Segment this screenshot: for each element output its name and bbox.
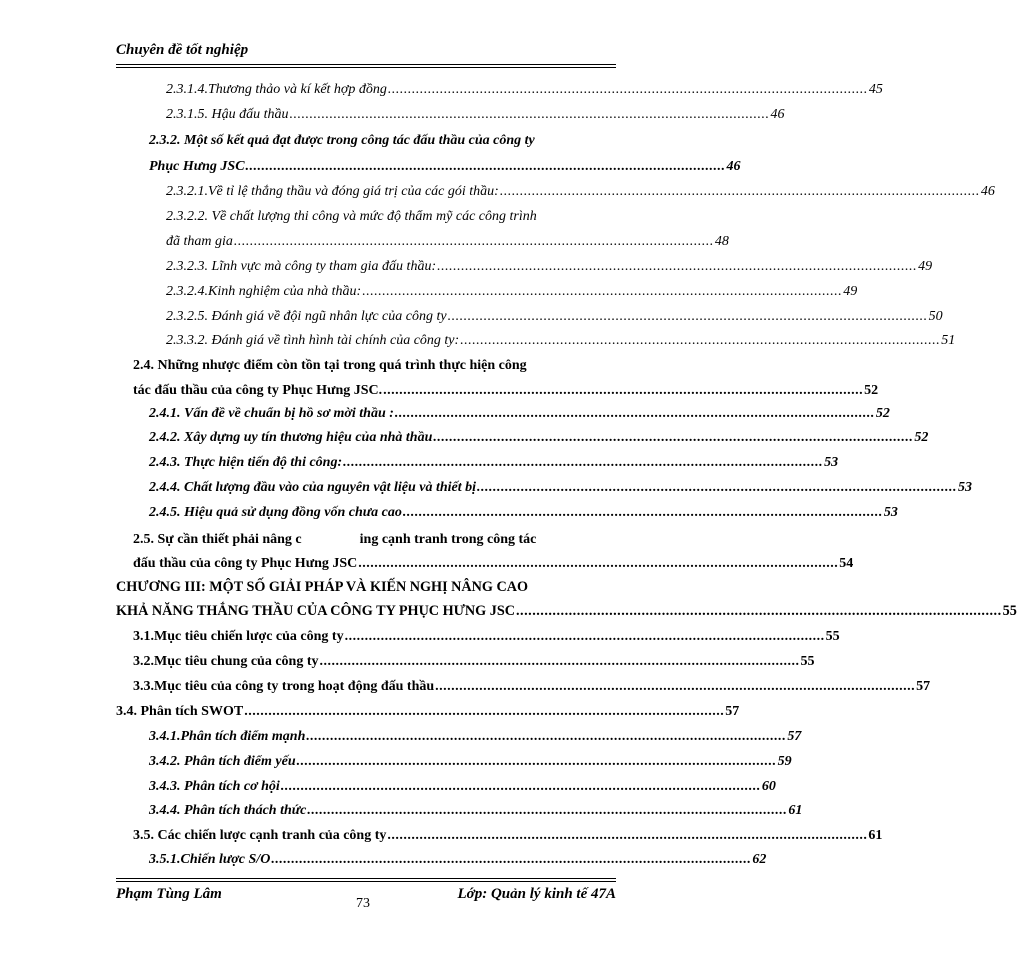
toc-page-number: 53 — [824, 455, 839, 470]
toc-entry[interactable]: 2.4.4. Chất lượng đầu vào của nguyên vật liệu và thiết bị ........................................................................................................................ 53 — [149, 478, 616, 498]
toc-entry[interactable]: 2.4.3. Thực hiện tiến độ thi công: ........................................................................................................................ 53 — [149, 453, 616, 473]
toc-page-number: 45 — [868, 82, 883, 97]
dot-leader: ........................................................................................................................ — [296, 754, 777, 769]
dot-leader: ........................................................................................................................ — [394, 406, 875, 421]
toc-page-number: 60 — [761, 779, 776, 794]
dot-leader: ........................................................................................................................ — [289, 107, 770, 122]
toc-chapter-heading[interactable]: CHƯƠNG III: MỘT SỐ GIẢI PHÁP VÀ KIẾN NGHỊ NÂNG CAO — [116, 579, 528, 595]
toc-entry[interactable]: đã tham gia ........................................................................................................................ 48 — [166, 232, 616, 252]
toc-entry[interactable]: 2.3.1.5. Hậu đấu thầu ........................................................................................................................ 46 — [166, 105, 616, 125]
dot-leader: ........................................................................................................................ — [244, 704, 725, 719]
toc-page-number: 48 — [714, 234, 729, 249]
footer-rule — [116, 881, 616, 882]
dot-leader: ........................................................................................................................ — [245, 159, 726, 174]
toc-entry[interactable]: 3.4. Phân tích SWOT ........................................................................................................................ 57 — [116, 702, 616, 722]
dot-leader: ........................................................................................................................ — [233, 234, 714, 249]
toc-entry[interactable]: 3.4.3. Phân tích cơ hội ........................................................................................................................ 60 — [149, 777, 616, 797]
toc-entry[interactable]: 2.4.5. Hiệu quả sử dụng đồng vốn chưa cao ........................................................................................................................ 53 — [149, 503, 616, 523]
toc-page-number: 46 — [770, 107, 785, 122]
dot-leader: ........................................................................................................................ — [435, 679, 916, 694]
toc-entry[interactable]: 2.5. Sự cần thiết phải nâng c ing cạnh tranh trong công tác — [133, 532, 537, 547]
toc-page-number: 52 — [864, 383, 879, 398]
toc-entry[interactable]: 2.3.3.2. Đánh giá về tình hình tài chính của công ty: ........................................................................................................................ 51 — [166, 331, 616, 351]
dot-leader: ........................................................................................................................ — [447, 309, 928, 324]
toc-entry[interactable]: 3.3.Mục tiêu của công ty trong hoạt động đấu thầu ........................................................................................................................ 57 — [133, 677, 616, 697]
toc-entry[interactable]: 2.3.2.4.Kinh nghiệm của nhà thầu: ........................................................................................................................ 49 — [166, 282, 616, 302]
toc-entry[interactable]: 2.3.2.5. Đánh giá về đội ngũ nhân lực của công ty ........................................................................................................................ 50 — [166, 307, 616, 327]
toc-chapter-heading[interactable]: KHẢ NĂNG THẮNG THẦU CỦA CÔNG TY PHỤC HƯNG JSC ........................................................................................................................ 55 — [116, 603, 1017, 619]
toc-page-number: 46 — [980, 184, 995, 199]
dot-leader: ........................................................................................................................ — [344, 629, 825, 644]
dot-leader: ........................................................................................................................ — [280, 779, 761, 794]
dot-leader: ........................................................................................................................ — [402, 505, 883, 520]
header-rule — [116, 67, 616, 68]
toc-page-number: 59 — [777, 754, 792, 769]
toc-entry[interactable]: tác đấu thầu của công ty Phục Hưng JSC. ........................................................................................................................ 52 — [133, 381, 616, 401]
toc-page-number: 57 — [725, 704, 740, 719]
footer-author: Phạm Tùng Lâm — [116, 886, 222, 902]
toc-entry[interactable]: 2.3.1.4.Thương thảo và kí kết hợp đồng ........................................................................................................................ 45 — [166, 80, 616, 100]
dot-leader: ........................................................................................................................ — [460, 333, 941, 348]
toc-entry[interactable]: 2.4. Những nhược điểm còn tồn tại trong quá trình thực hiện công — [133, 358, 527, 373]
toc-page-number: 53 — [883, 505, 898, 520]
toc-entry[interactable]: 3.1.Mục tiêu chiến lược của công ty ........................................................................................................................ 55 — [133, 627, 616, 647]
dot-leader: ........................................................................................................................ — [307, 803, 788, 818]
dot-leader: ........................................................................................................................ — [383, 383, 864, 398]
toc-entry[interactable]: 3.4.2. Phân tích điểm yếu ........................................................................................................................ 59 — [149, 752, 616, 772]
toc-page-number: 61 — [788, 803, 803, 818]
toc-page-number: 55 — [1002, 603, 1017, 619]
footer-rule — [116, 878, 616, 879]
toc-page-number: 49 — [918, 259, 933, 274]
dot-leader: ........................................................................................................................ — [271, 852, 752, 867]
toc-entry[interactable]: Phục Hưng JSC ........................................................................................................................ 46 — [149, 157, 616, 177]
footer-class: Lớp: Quản lý kinh tế 47A — [457, 886, 616, 902]
toc-entry[interactable]: 2.4.1. Vấn đề về chuẩn bị hồ sơ mời thầu : ........................................................................................................................ 52 — [149, 404, 616, 424]
toc-page-number: 55 — [825, 629, 840, 644]
document-title: Chuyên đề tốt nghiệp — [116, 42, 249, 58]
dot-leader: ........................................................................................................................ — [362, 284, 843, 299]
toc-entry[interactable]: 3.4.4. Phân tích thách thức ........................................................................................................................ 61 — [149, 801, 616, 821]
dot-leader: ........................................................................................................................ — [387, 828, 868, 843]
dot-leader: ........................................................................................................................ — [343, 455, 824, 470]
toc-page-number: 50 — [928, 309, 943, 324]
dot-leader: ........................................................................................................................ — [358, 556, 839, 571]
dot-leader: ........................................................................................................................ — [477, 480, 958, 495]
toc-page-number: 52 — [914, 430, 929, 445]
toc-page-number: 53 — [958, 480, 973, 495]
toc-entry[interactable]: 2.3.2. Một số kết quả đạt được trong công tác đấu thầu của công ty — [149, 133, 535, 148]
toc-entry[interactable]: 2.3.2.1.Về tỉ lệ thắng thầu và đóng giá trị của các gói thầu: ........................................................................................................................ 46 — [166, 182, 616, 202]
dot-leader: ........................................................................................................................ — [433, 430, 914, 445]
toc-page-number: 54 — [839, 556, 854, 571]
header-rule — [116, 64, 616, 65]
toc-entry[interactable]: 3.5.1.Chiến lược S/O ........................................................................................................................ 62 — [149, 850, 616, 870]
toc-page-number: 55 — [800, 654, 815, 669]
dot-leader: ........................................................................................................................ — [306, 729, 787, 744]
toc-page-number: 61 — [868, 828, 883, 843]
toc-page-number: 46 — [726, 159, 741, 174]
page-number: 73 — [356, 896, 370, 911]
toc-entry[interactable]: 3.4.1.Phân tích điểm mạnh ........................................................................................................................ 57 — [149, 727, 616, 747]
dot-leader: ........................................................................................................................ — [499, 184, 980, 199]
toc-entry[interactable]: đấu thầu của công ty Phục Hưng JSC ........................................................................................................................ 54 — [133, 554, 616, 574]
dot-leader: ........................................................................................................................ — [387, 82, 868, 97]
toc-page-number: 52 — [875, 406, 890, 421]
toc-entry[interactable]: 3.5. Các chiến lược cạnh tranh của công ty ........................................................................................................................ 61 — [133, 826, 616, 846]
toc-entry[interactable]: 2.3.2.2. Về chất lượng thi công và mức độ thẩm mỹ các công trình — [166, 209, 537, 224]
toc-page-number: 49 — [843, 284, 858, 299]
toc-page-number: 57 — [916, 679, 931, 694]
toc-page-number: 51 — [941, 333, 956, 348]
dot-leader: ........................................................................................................................ — [437, 259, 918, 274]
dot-leader: ........................................................................................................................ — [516, 603, 1002, 619]
toc-page-number: 62 — [752, 852, 767, 867]
toc-page-number: 57 — [787, 729, 802, 744]
toc-entry[interactable]: 2.3.2.3. Lĩnh vực mà công ty tham gia đấu thầu: ........................................................................................................................ 49 — [166, 257, 616, 277]
toc-entry[interactable]: 2.4.2. Xây dựng uy tín thương hiệu của nhà thầu ........................................................................................................................ 52 — [149, 428, 616, 448]
dot-leader: ........................................................................................................................ — [319, 654, 800, 669]
page-header — [116, 42, 616, 59]
toc-entry[interactable]: 3.2.Mục tiêu chung của công ty ........................................................................................................................ 55 — [133, 652, 616, 672]
